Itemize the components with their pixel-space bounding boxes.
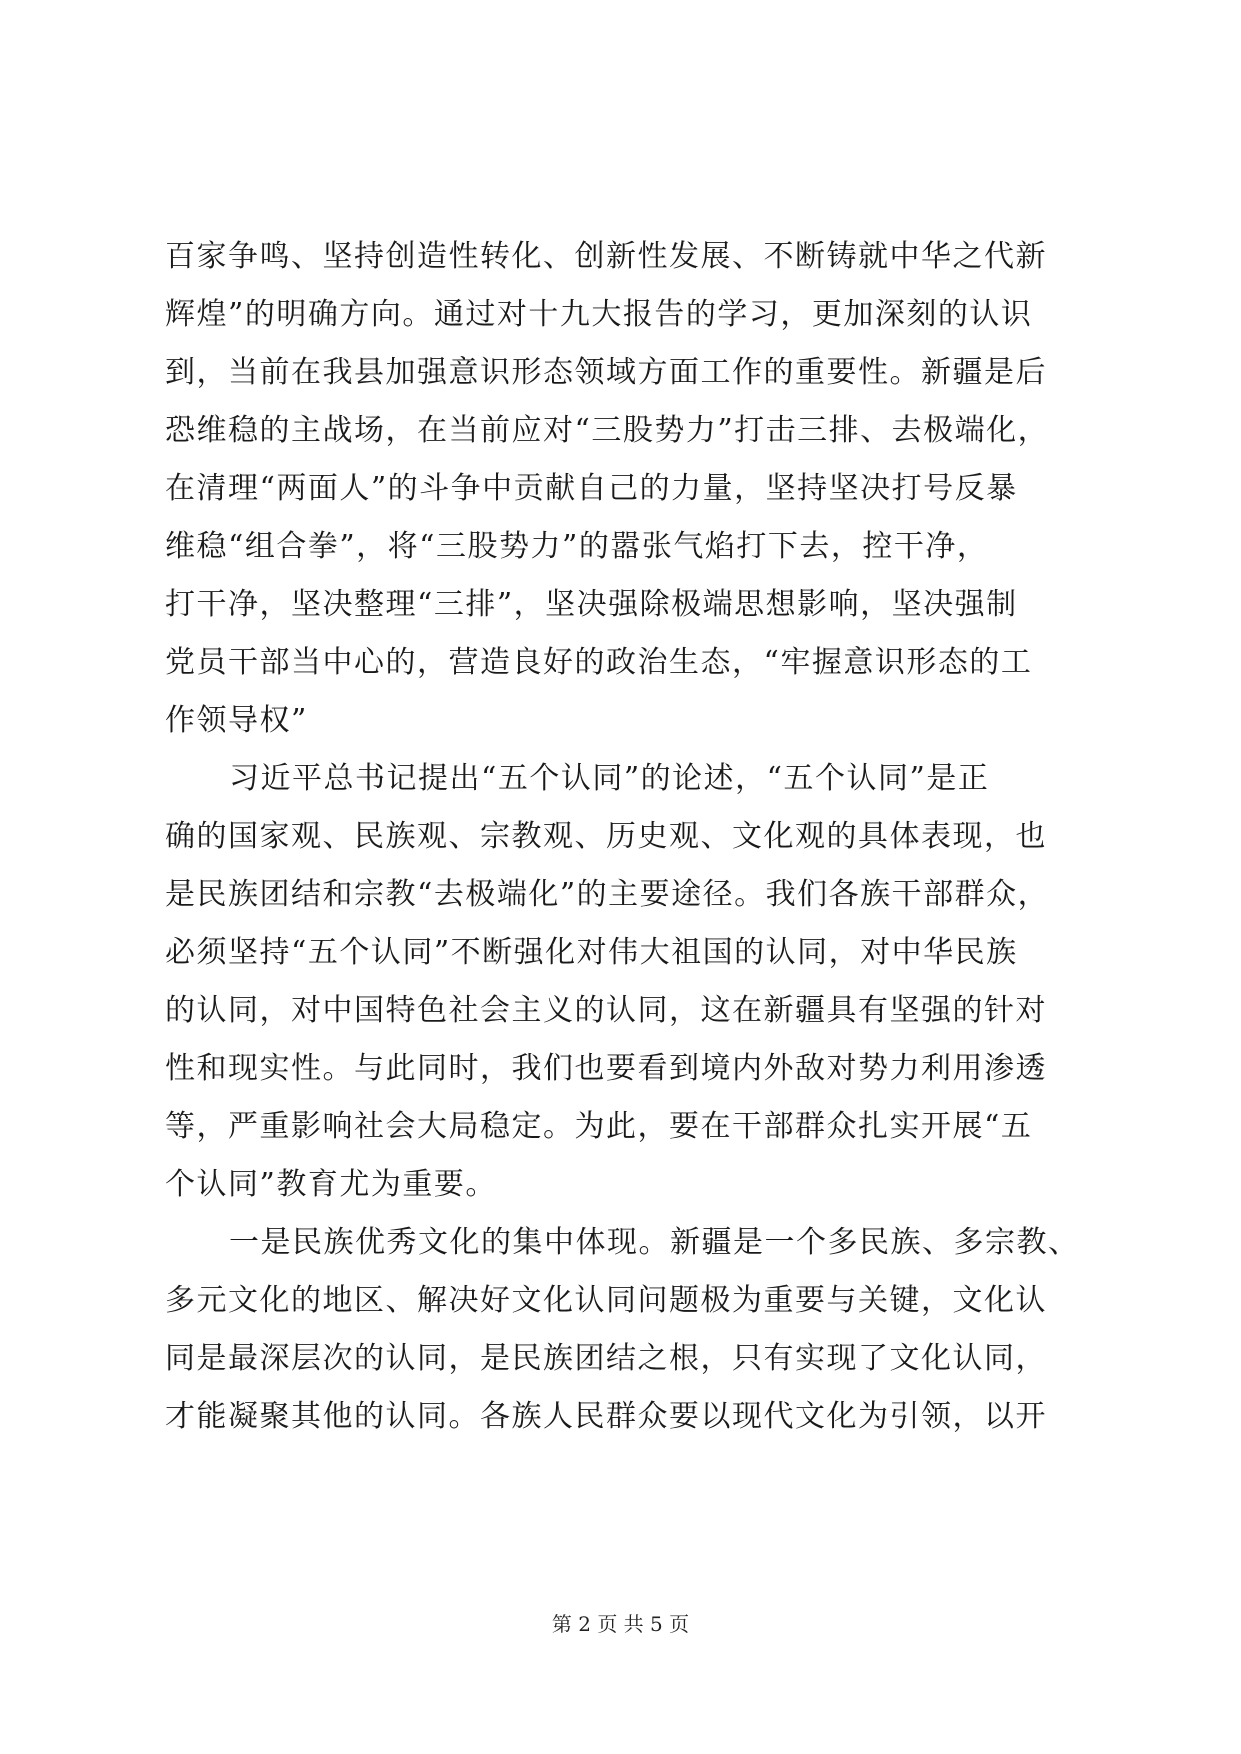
text-line: 在清理“两面人”的斗争中贡献自己的力量，坚持坚决打号反暴 [165,471,1018,506]
text-line: 等，严重影响社会大局稳定。为此，要在干部群众扎实开展“五 [165,1109,1033,1144]
text-line: 恐维稳的主战场，在当前应对“三股势力”打击三排、去极端化， [165,413,1050,448]
text-line: 是民族团结和宗教“去极端化”的主要途径。我们各族干部群众， [165,877,1050,912]
page-number-footer: 第 2 页 共 5 页 [551,1612,690,1636]
text-line: 同是最深层次的认同，是民族团结之根，只有实现了文化认同， [165,1341,1047,1376]
text-line: 多元文化的地区、解决好文化认同问题极为重要与关键，文化认 [165,1283,1047,1318]
text-line: 打干净，坚决整理“三排”，坚决强除极端思想影响，坚决强制 [165,587,1018,622]
paragraph-first-line: 一是民族优秀文化的集中体现。新疆是一个多民族、多宗教、 [229,1225,1080,1260]
document-body [165,228,1085,1446]
text-line: 的认同，对中国特色社会主义的认同，这在新疆具有坚强的针对 [165,993,1047,1028]
text-line: 性和现实性。与此同时，我们也要看到境内外敌对势力利用渗透 [165,1051,1047,1086]
text-line: 党员干部当中心的，营造良好的政治生态，“牢握意识形态的工 [165,645,1033,680]
paragraph-first-line: 习近平总书记提出“五个认同”的论述，“五个认同”是正 [229,761,990,796]
text-line: 到，当前在我县加强意识形态领域方面工作的重要性。新疆是后 [165,355,1047,390]
text-line: 才能凝聚其他的认同。各族人民群众要以现代文化为引领，以开 [165,1399,1047,1434]
text-line: 确的国家观、民族观、宗教观、历史观、文化观的具体表现，也 [165,819,1047,854]
text-line: 维稳“组合拳”，将“三股势力”的嚣张气焰打下去，控干净， [165,529,989,564]
text-line: 百家争鸣、坚持创造性转化、创新性发展、不断铸就中华之代新 [165,239,1047,274]
text-line: 作领导权” [165,703,308,738]
text-line: 辉煌”的明确方向。通过对十九大报告的学习，更加深刻的认识 [165,297,1033,332]
text-line: 个认同”教育尤为重要。 [165,1167,497,1202]
text-line: 必须坚持“五个认同”不断强化对伟大祖国的认同，对中华民族 [165,935,1018,970]
